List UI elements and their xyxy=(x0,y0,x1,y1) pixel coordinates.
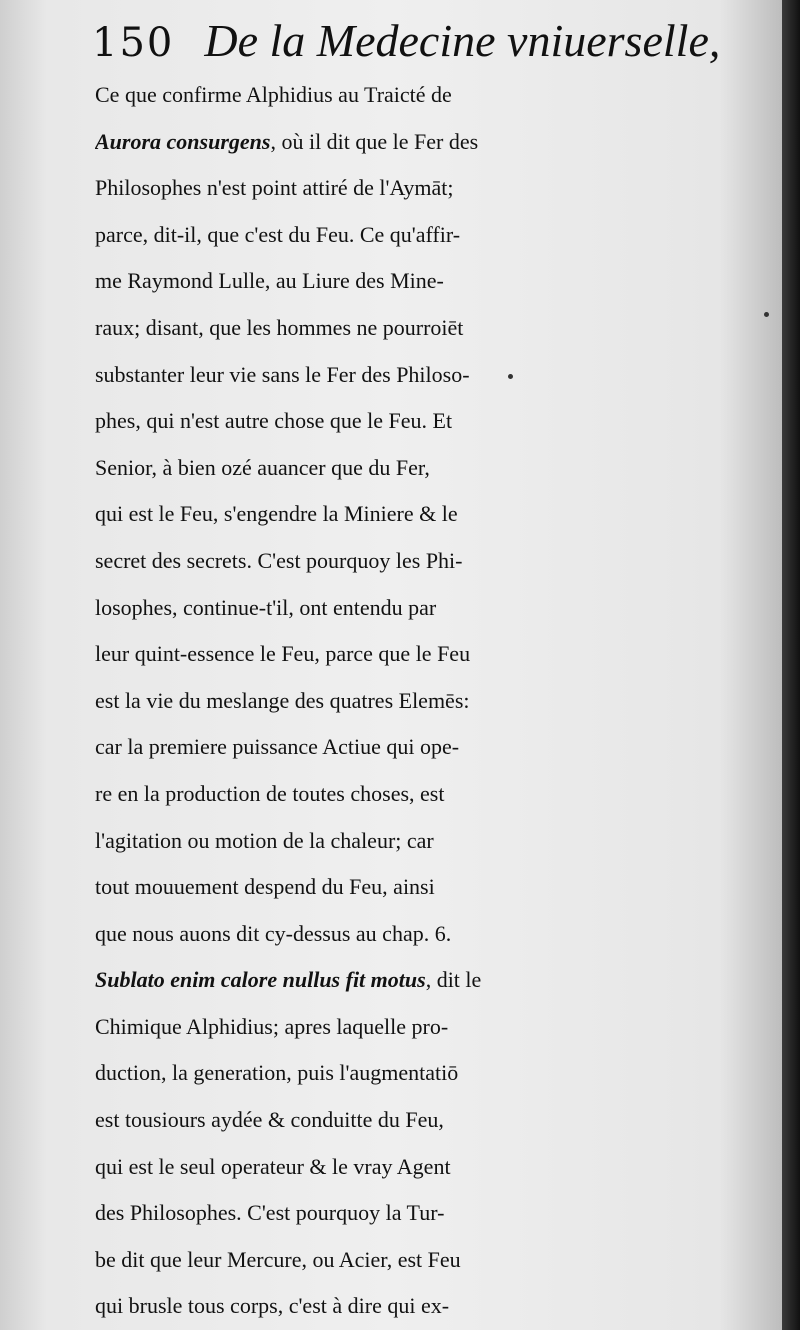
line-text: duction, la generation, puis l'augmentatiō xyxy=(95,1060,459,1086)
text-line xyxy=(95,1050,775,1097)
line-text: losophes, continue-t'il, ont entendu par xyxy=(95,594,437,620)
line-text: Chimique Alphidius; apres laquelle pro- xyxy=(95,1013,449,1039)
text-line xyxy=(95,1144,775,1191)
text-line xyxy=(95,818,775,865)
text-line xyxy=(95,864,775,911)
text-line xyxy=(95,72,775,119)
text-line xyxy=(95,1097,775,1144)
line-text: , où il dit que le Fer des xyxy=(270,128,479,154)
line-text: parce, dit-il, que c'est du Feu. Ce qu'affir- xyxy=(95,221,461,247)
latin-italic-phrase: Aurora consurgens xyxy=(95,128,271,154)
text-line xyxy=(95,1283,775,1330)
page-header xyxy=(92,14,752,74)
text-line xyxy=(95,258,775,305)
text-line xyxy=(95,1004,775,1051)
text-line xyxy=(95,771,775,818)
running-title: De la Medecine vniuerselle, xyxy=(204,15,721,66)
line-text: me Raymond Lulle, au Liure des Mine- xyxy=(95,268,444,294)
line-text: qui brusle tous corps, c'est à dire qui ex- xyxy=(95,1293,450,1319)
line-text: secret des secrets. C'est pourquoy les Phi- xyxy=(95,547,463,573)
line-text: tout mouuement despend du Feu, ainsi xyxy=(95,874,435,900)
page-edge-shadow xyxy=(782,0,800,1330)
text-line xyxy=(95,305,775,352)
text-line xyxy=(95,631,775,678)
text-line xyxy=(95,1190,775,1237)
line-text: est tousiours aydée & conduitte du Feu, xyxy=(95,1107,444,1133)
text-line xyxy=(95,119,775,166)
text-line xyxy=(95,538,775,585)
line-text: leur quint-essence le Feu, parce que le Feu xyxy=(95,641,471,667)
line-text: phes, qui n'est autre chose que le Feu. Et xyxy=(95,408,453,434)
line-text: qui est le seul operateur & le vray Agent xyxy=(95,1153,451,1179)
line-text: Senior, à bien ozé auancer que du Fer, xyxy=(95,454,430,480)
line-text: raux; disant, que les hommes ne pourroiēt xyxy=(95,314,464,340)
line-text: Ce que confirme Alphidius au Traicté de xyxy=(95,82,452,107)
line-text: substanter leur vie sans le Fer des Philoso- xyxy=(95,361,470,387)
line-text: car la premiere puissance Actiue qui ope- xyxy=(95,734,460,760)
line-text: qui est le Feu, s'engendre la Miniere & le xyxy=(95,501,458,527)
text-line xyxy=(95,212,775,259)
text-line xyxy=(95,724,775,771)
latin-italic-phrase: Sublato enim calore nullus fit motus xyxy=(95,967,426,993)
text-line xyxy=(95,957,775,1004)
text-line xyxy=(95,445,775,492)
line-text: que nous auons dit cy-dessus au chap. 6. xyxy=(95,920,452,946)
line-text: des Philosophes. C'est pourquoy la Tur- xyxy=(95,1200,445,1226)
line-text: be dit que leur Mercure, ou Acier, est Feu xyxy=(95,1246,461,1272)
page-body-text xyxy=(95,72,775,1330)
text-line xyxy=(95,911,775,958)
text-line xyxy=(95,1237,775,1284)
ink-speck xyxy=(508,374,513,379)
ink-speck xyxy=(764,312,769,317)
text-line xyxy=(95,678,775,725)
text-line xyxy=(95,491,775,538)
line-text: l'agitation ou motion de la chaleur; car xyxy=(95,827,434,853)
text-line xyxy=(95,165,775,212)
line-text: Philosophes n'est point attiré de l'Aymāt; xyxy=(95,175,454,201)
text-line xyxy=(95,352,775,399)
page-number: 150 xyxy=(92,20,175,66)
text-line xyxy=(95,585,775,632)
line-text: , dit le xyxy=(425,967,482,993)
line-text: re en la production de toutes choses, est xyxy=(95,780,445,806)
text-line xyxy=(95,398,775,445)
line-text: est la vie du meslange des quatres Elemēs: xyxy=(95,687,470,713)
